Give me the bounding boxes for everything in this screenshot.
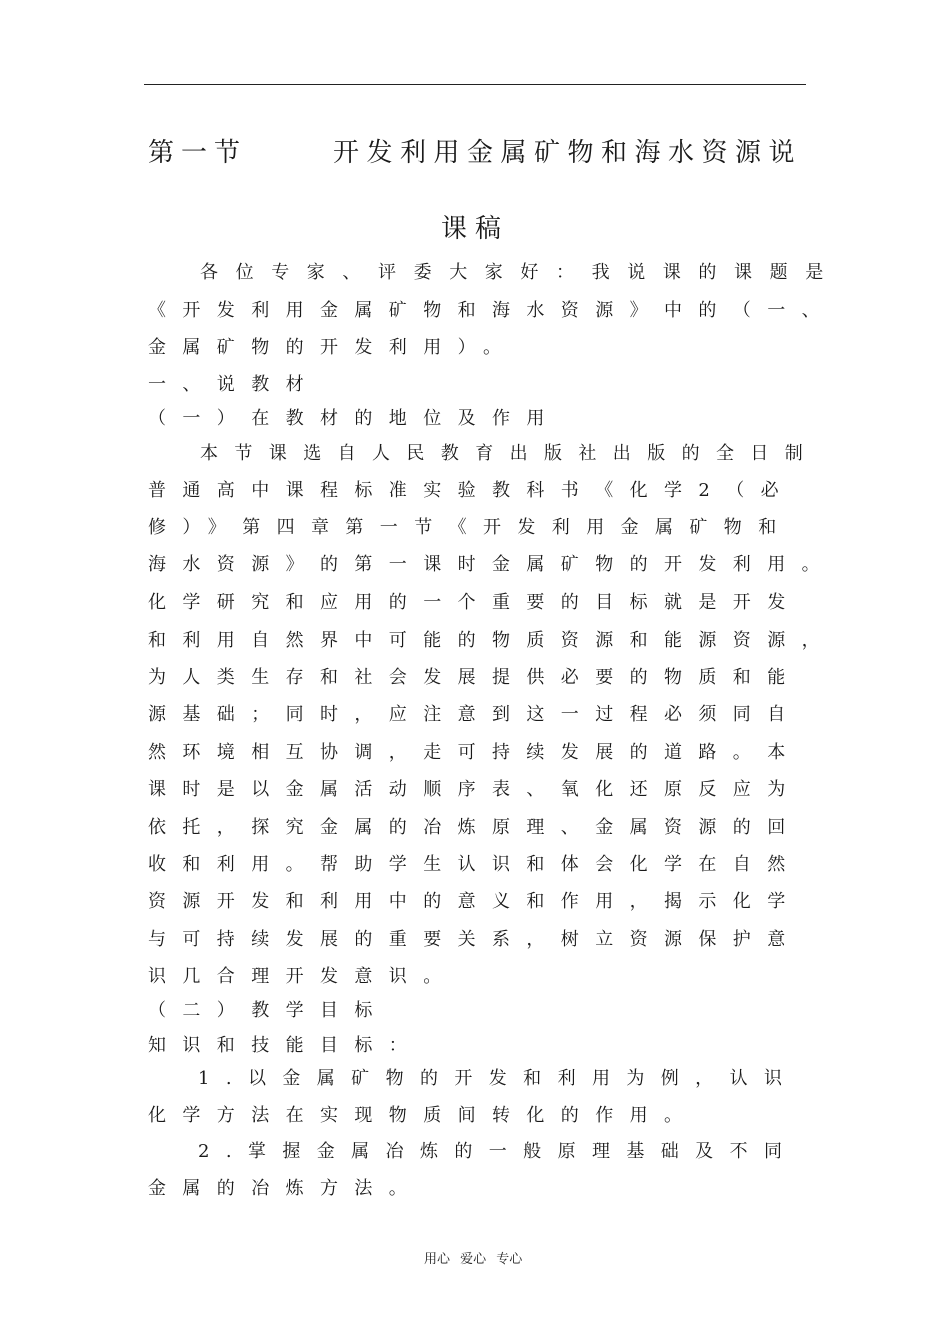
body-line: 依托，探究金属的冶炼原理、金属资源的回 bbox=[148, 817, 802, 838]
body-line: 然环境相互协调，走可持续发展的道路。本 bbox=[148, 742, 802, 763]
body-line: 《开发利用金属矿物和海水资源》中的（一、 bbox=[148, 300, 836, 321]
subsection-heading: （一）在教材的地位及作用 bbox=[148, 408, 561, 429]
body-line: 课时是以金属活动顺序表、氧化还原反应为 bbox=[148, 779, 802, 800]
subsection-heading: （二）教学目标 bbox=[148, 1000, 389, 1021]
page-footer: 用心 爱心 专心 bbox=[424, 1252, 523, 1267]
body-line: 修）》第四章第一节《开发利用金属矿物和 bbox=[148, 517, 793, 538]
title-topic: 开发利用金属矿物和海水资源说 bbox=[333, 138, 803, 168]
list-item-continuation: 金属的冶炼方法。 bbox=[148, 1178, 424, 1199]
body-line: 资源开发和利用中的意义和作用，揭示化学 bbox=[148, 891, 802, 912]
section-heading: 一、说教材 bbox=[148, 374, 320, 395]
list-item-continuation: 化学方法在实现物质间转化的作用。 bbox=[148, 1105, 699, 1126]
list-item: 1.以金属矿物的开发和利用为例，认识 bbox=[198, 1068, 799, 1089]
body-line: 和利用自然界中可能的物质资源和能源资源， bbox=[148, 630, 836, 651]
list-item: 2.掌握金属冶炼的一般原理基础及不同 bbox=[198, 1141, 799, 1162]
title-suffix: 课稿 bbox=[441, 214, 510, 244]
body-line: 海水资源》的第一课时金属矿物的开发利用。 bbox=[148, 554, 836, 575]
body-line: 为人类生存和社会发展提供必要的物质和能 bbox=[148, 667, 802, 688]
header-rule bbox=[144, 84, 806, 85]
body-line: 源基础；同时，应注意到这一过程必须同自 bbox=[148, 704, 802, 725]
body-line: 本节课选自人民教育出版社出版的全日制 bbox=[200, 443, 820, 464]
body-line: 各位专家、评委大家好：我说课的课题是 bbox=[200, 262, 841, 283]
body-line: 金属矿物的开发利用）。 bbox=[148, 337, 518, 358]
title-section-number: 第一节 bbox=[148, 138, 248, 168]
body-line: 化学研究和应用的一个重要的目标就是开发 bbox=[148, 592, 802, 613]
body-line: 收和利用。帮助学生认识和体会化学在自然 bbox=[148, 854, 802, 875]
body-line: 普通高中课程标准实验教科书《化学2（必 bbox=[148, 480, 796, 501]
body-line: 识几合理开发意识。 bbox=[148, 966, 458, 987]
body-line: 与可持续发展的重要关系，树立资源保护意 bbox=[148, 929, 802, 950]
subheading: 知识和技能目标： bbox=[148, 1035, 424, 1056]
